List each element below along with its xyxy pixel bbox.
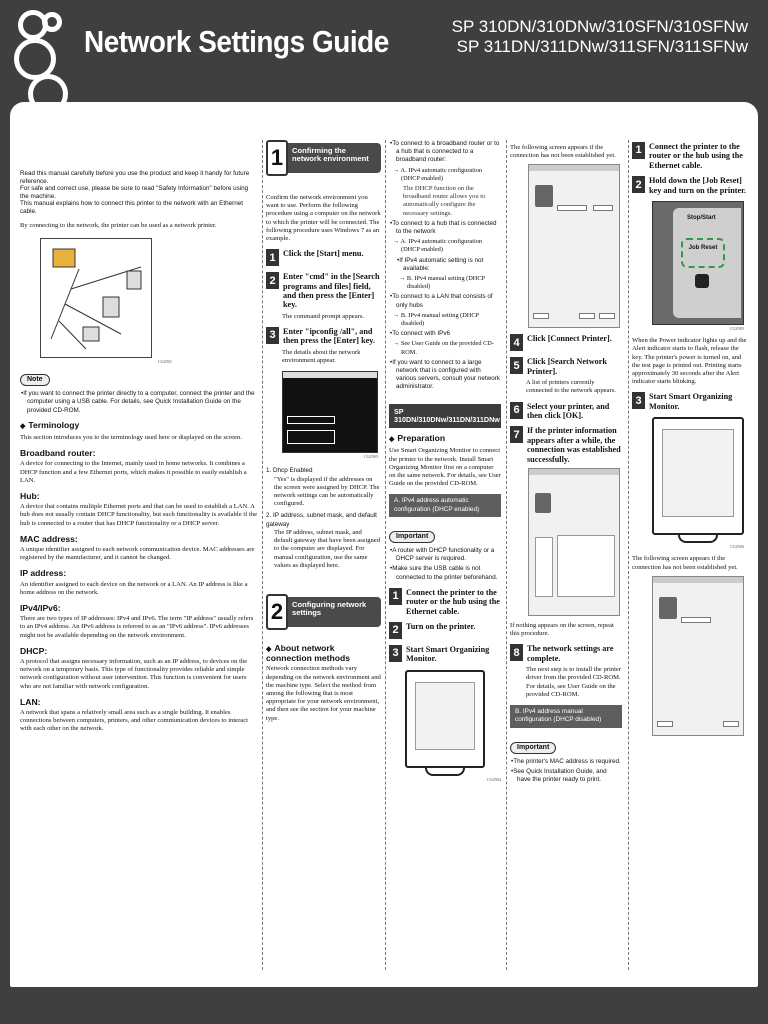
column-divider — [385, 140, 386, 970]
model-list — [452, 17, 748, 57]
item-2-text: The IP address, subnet mask, and default gateway that have been assigned to the computer are displayed. For manual configuration, use the same values as displayed here. — [274, 528, 381, 569]
app-screenshot — [652, 576, 744, 736]
step-text: The network settings are complete. — [527, 644, 614, 663]
app-screenshot — [528, 468, 620, 616]
term-title: Broadband router: — [20, 448, 96, 459]
app-screenshot — [528, 164, 620, 328]
model-line-2: SP 311DN/311DNw/311SFN/311SFNw — [456, 37, 748, 56]
step-text: Connect the printer to the router or the hub using the Ethernet cable. — [649, 142, 743, 170]
column-2 — [266, 140, 381, 725]
command-prompt-screenshot — [282, 371, 378, 453]
connection-option-result: → B. IPv4 manual setting (DHCP disabled) — [389, 312, 501, 328]
step-number: 3 — [266, 327, 279, 344]
connect-printer-button[interactable] — [557, 205, 587, 211]
connection-option-sub: • If IPv4 automatic setting is not available: — [389, 257, 501, 273]
step-text: Enter "ipconfig /all", and then press the [Enter] key. — [283, 327, 375, 346]
connection-option: • To connect with IPv6 — [389, 330, 501, 338]
step-text: Connect the printer to the router or the hub using the Ethernet cable. — [406, 587, 500, 616]
monitor-illustration — [405, 670, 485, 768]
option-note: The DHCP function on the broadband router allows you to automatically configure the necessary settings. — [403, 185, 486, 217]
chapter-number: 1 — [266, 140, 288, 176]
screen-note: If nothing appears on the screen, repeat this procedure. — [510, 622, 614, 638]
section-b-bar: B. IPv4 address manual configuration (DHCP disabled) — [510, 705, 622, 727]
column-5 — [632, 140, 750, 736]
step-text: Turn on the printer. — [406, 621, 476, 631]
printer-icon — [535, 493, 551, 513]
figure-code: CGZ906 — [730, 544, 744, 550]
step-subtext: When the Power indicator lights up and the Alert indicator starts to flash, release the key. The printer's power is turned on, and the test page is printed out. Printing starts approximately 30 seconds after the Alert indicator starts blinking. — [632, 337, 747, 386]
close-button[interactable] — [599, 313, 615, 319]
step-8 — [510, 644, 622, 663]
term-definition: A unique identifier assigned to each network communication device. MAC addresses are registered by the manufacturer, and it cannot be changed. — [20, 546, 255, 562]
step-text: If the printer information appears after a while, the connection was established successfully. — [527, 426, 621, 464]
step-number: 2 — [266, 272, 279, 289]
connection-option: • To connect to a LAN that consists of only hubs — [389, 293, 501, 309]
term-definition: An identifier assigned to each device on the network or a LAN. An IP address is like a home address on the network. — [20, 580, 248, 596]
help-button[interactable] — [579, 313, 595, 319]
screen-note: The following screen appears if the connection has not been established yet. — [510, 144, 616, 160]
term-title: LAN: — [20, 696, 41, 707]
chapter-number: 2 — [266, 594, 288, 630]
intro-text: By connecting to the network, the printer can be used as a network printer. — [20, 221, 217, 229]
step-3 — [266, 327, 381, 346]
note-badge: Note — [20, 374, 50, 386]
step-text: Click [Connect Printer]. — [527, 334, 612, 344]
screen-note: The following screen appears if the connection has not been established yet. — [632, 555, 738, 571]
figure-code: CGZ905 — [730, 326, 744, 332]
connection-option-result: → A. IPv4 automatic configuration (DHCP enabled) — [389, 167, 501, 183]
important-badge: Important — [389, 531, 435, 543]
window-titlebar — [653, 577, 743, 583]
terminology-heading: ◆ Terminology — [20, 421, 258, 431]
monitor-stand — [425, 768, 465, 776]
step-text: Select your printer, and then click [OK]. — [527, 401, 610, 421]
monitor-illustration — [652, 417, 744, 535]
connection-option: • To connect to a broadband router or to a hub that is connected to a broadband router: — [389, 140, 501, 165]
app-window — [662, 429, 734, 517]
term-definition: A protocol that assigns necessary information, such as an IP address, to devices on the network on a temporary basis. This type of functionality provides reliable and simple network configuration without user intervention. This function is convenient for users who are not familiar with network configuration. — [20, 658, 248, 690]
step-number: 7 — [510, 426, 523, 443]
term-definition: A network that spans a relatively small area such as a single building. It enables connections between computers, printers, and other communication devices to interact with each other on the network. — [20, 709, 248, 733]
column-3 — [389, 140, 501, 784]
model-line-1: SP 310DN/310DNw/310SFN/310SFNw — [451, 17, 748, 36]
stop-start-label: Stop/Start — [687, 215, 716, 222]
figure-code: CGZ904 — [487, 776, 501, 782]
term-definition: A device for connecting to the Internet, mainly used in home networks. It combines a DHCP function and a few Ethernet ports, which makes it possible to easily establish a LAN. — [20, 460, 247, 484]
about-text: Network connection methods vary depending on the network environment and the machine type. Select the method from among the following that is most appropriate for your network environment, and then see the section for your machine type. — [266, 665, 381, 722]
term-title: IP address: — [20, 568, 67, 579]
chapter-text: Confirm the network environment you want to use. Perform the following procedure using a computer on the network to which the printer will be connected. The following procedure uses Windows 7 as an example. — [266, 194, 381, 243]
printer-icon — [659, 597, 677, 619]
step-number: 4 — [510, 334, 523, 351]
column-4 — [510, 140, 622, 786]
model-bar: SP 310DN/310DNw/311DN/311DNw — [389, 404, 501, 428]
step-number: 1 — [266, 249, 279, 266]
intro-block — [20, 170, 258, 216]
connection-option-result: → B. IPv4 manual setting (DHCP disabled) — [389, 275, 501, 291]
connection-option-result: → A. IPv4 automatic configuration (DHCP enabled) — [389, 238, 501, 254]
note-text: • If you want to connect the printer directly to a computer, connect the printer and the computer using a USB cable. For details, see Quick Installation Guide on the provided CD-ROM. — [20, 390, 258, 415]
step-number: 5 — [510, 357, 523, 374]
section-a-bar: A. IPv4 address automatic configuration (DHCP enabled) — [389, 494, 501, 516]
preparation-heading: ◆ Preparation — [389, 434, 501, 444]
term-title: IPv4/IPv6: — [20, 603, 61, 614]
important-badge: Important — [510, 742, 556, 754]
step-number: 8 — [510, 644, 523, 661]
step-number: 3 — [389, 645, 402, 662]
important-item: • A router with DHCP functionality or a DHCP server is required. — [389, 547, 501, 563]
status-panel — [557, 535, 615, 597]
step-1 — [389, 588, 501, 616]
term-definition: A device that contains multiple Ethernet ports and that can be used to establish a LAN. A hub does not usually contain DHCP functionality, but such functionality is available if the hub is connected to a router that has DHCP functionality or a DHCP server. — [20, 503, 258, 527]
column-1 — [20, 140, 258, 736]
back-button[interactable] — [533, 313, 549, 319]
step-3 — [632, 392, 750, 411]
step-4 — [510, 334, 622, 351]
back-button[interactable] — [657, 721, 673, 727]
control-panel-photo — [652, 201, 744, 325]
header-band — [0, 0, 768, 100]
step-subtext: The details about the network environment appear. — [282, 348, 361, 365]
step-number: 1 — [632, 142, 645, 159]
app-window — [415, 682, 475, 750]
window-titlebar — [529, 165, 619, 171]
step-1 — [266, 249, 381, 266]
step-5 — [510, 357, 622, 376]
term-title: Hub: — [20, 491, 40, 501]
step-2 — [632, 176, 750, 195]
step-number: 2 — [632, 176, 645, 193]
chapter-2-header — [266, 594, 381, 630]
important-item: • The printer's MAC address is required. — [510, 758, 622, 766]
page-title: Network Settings Guide — [84, 24, 389, 59]
figure-code: CGZ901 — [158, 358, 172, 364]
window-titlebar — [283, 372, 377, 378]
step-text: Enter "cmd" in the [Search programs and files] field, and then press the [Enter] key. — [283, 272, 380, 310]
step-2 — [389, 622, 501, 639]
chapter-label: Confirming the network environment — [288, 143, 381, 173]
connection-option-result: → See User Guide on the provided CD-ROM. — [389, 340, 501, 356]
column-divider — [628, 140, 629, 970]
step-text: Hold down the [Job Reset] key and turn on the printer. — [649, 176, 747, 195]
important-item: • Make sure the USB cable is not connected to the printer beforehand. — [389, 565, 501, 581]
close-button[interactable] — [723, 721, 739, 727]
refresh-button[interactable] — [593, 205, 613, 211]
network-diagram-svg — [41, 239, 151, 357]
intro-text: Read this manual carefully before you use the product and keep it handy for future reference. — [20, 170, 250, 185]
step-subtext: The command prompt appears. — [282, 312, 365, 320]
term-list — [20, 449, 258, 733]
intro-text: This manual explains how to connect this printer to the network with an Ethernet cable. — [20, 200, 243, 215]
term-title: DHCP: — [20, 645, 48, 656]
step-number: 6 — [510, 402, 523, 419]
term-definition: There are two types of IP addresses: IPv4 and IPv6. The term "IP address" usually refers to an IPv4 address. An IPv6 address is referred to as an "IPv6 address". IPv6 addresses might not be available depending on the network environment. — [20, 615, 254, 639]
step-text: Start Smart Organizing Monitor. — [406, 644, 490, 664]
connect-printer-button[interactable] — [681, 617, 711, 623]
step-1 — [632, 142, 750, 170]
step-6 — [510, 402, 622, 421]
step-number: 3 — [632, 392, 645, 409]
key-button[interactable] — [695, 274, 709, 288]
about-heading: ◆ About network connection methods — [266, 644, 381, 662]
monitor-stand — [678, 535, 718, 543]
preparation-text: Use Smart Organizing Monitor to connect the printer to the network. Install Smart Organizing Monitor first on a computer on the same network. For details, see User Guide on the provided CD-ROM. — [389, 447, 501, 488]
step-3 — [389, 645, 501, 664]
step-number: 2 — [389, 622, 402, 639]
printer-icon — [535, 185, 553, 207]
job-reset-key[interactable]: Job Reset — [681, 238, 725, 268]
connection-option: • To connect to a hub that is connected to the network — [389, 220, 501, 236]
step-subtext: The next step is to install the printer driver from the provided CD-ROM. For details, see User Guide on the provided CD-ROM. — [526, 666, 622, 698]
step-number: 1 — [389, 588, 402, 605]
highlight-box — [287, 416, 335, 424]
column-divider — [262, 140, 263, 970]
side-menu[interactable] — [535, 537, 553, 597]
connection-option: • If you want to connect to a large network that is configured with various servers, consult your network administrator. — [389, 359, 501, 392]
important-item: • See Quick Installation Guide, and have the printer ready to print. — [510, 768, 622, 784]
item-2-title: 2. IP address, subnet mask, and default gateway — [266, 512, 377, 528]
step-2 — [266, 272, 381, 310]
column-divider — [506, 140, 507, 970]
step-subtext: A list of printers currently connected to the network appears. — [526, 379, 616, 395]
item-1-text: "Yes" is displayed if the addresses on the screen were assigned by DHCP. The network settings can be automatically configured. — [274, 475, 380, 508]
chapter-label: Configuring network settings — [288, 597, 381, 627]
step-7 — [510, 426, 622, 464]
step-text: Start Smart Organizing Monitor. — [649, 392, 733, 411]
terminology-text: This section introduces you to the terminology used here or displayed on the screen. — [20, 433, 242, 441]
figure-code: CGZ903 — [364, 454, 378, 460]
highlight-box — [287, 430, 335, 444]
intro-text: For safe and correct use, please be sure to read "Safety Information" before using the machine. — [20, 185, 249, 200]
chapter-1-header — [266, 140, 381, 176]
window-titlebar — [529, 469, 619, 475]
step-text: Click the [Start] menu. — [283, 249, 364, 259]
step-text: Click [Search Network Printer]. — [527, 357, 607, 376]
network-diagram — [40, 238, 152, 358]
item-1-title: 1. Dhcp Enabled — [266, 467, 313, 475]
term-title: MAC address: — [20, 533, 78, 544]
